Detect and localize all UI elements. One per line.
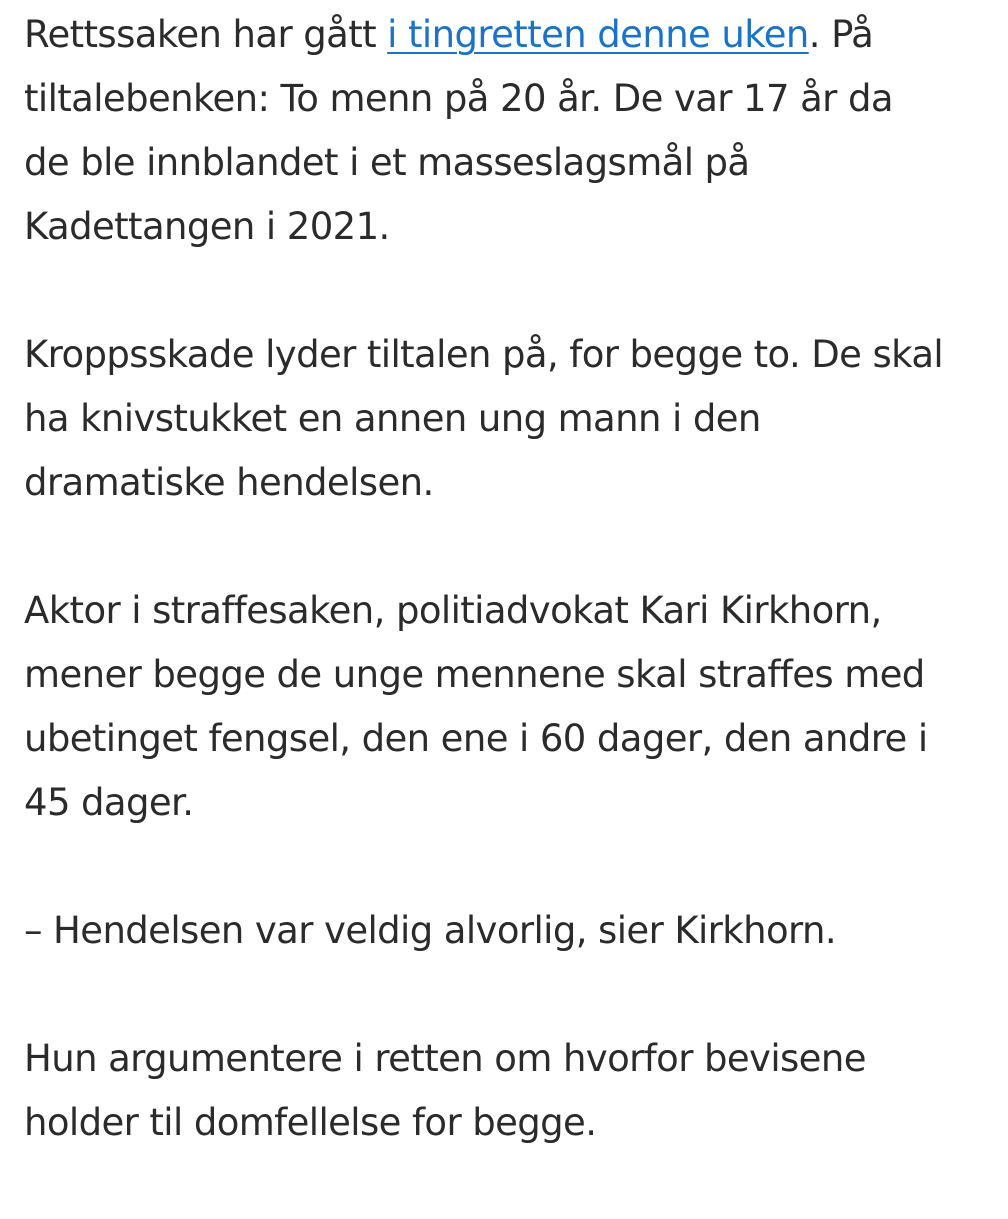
paragraph-1-line-1 [24, 3, 994, 67]
paragraph-2-line-2: ha knivstukket en annen ung mann i den [24, 397, 761, 440]
article-body [24, 0, 994, 1219]
paragraph-1-text-after-link: . På [808, 13, 874, 56]
paragraph-1-line-4: Kadettangen i 2021. [24, 205, 390, 248]
paragraph-3-line-2: mener begge de unge mennene skal straffes med [24, 653, 925, 696]
paragraph-2-line-3: dramatiske hendelsen. [24, 461, 434, 504]
paragraph-5-line-1: Hun argumentere i retten om hvorfor bevisene [24, 1037, 866, 1080]
paragraph-3-line-1: Aktor i straffesaken, politiadvokat Kari Kirkhorn, [24, 589, 882, 632]
paragraph-1-line-2: tiltalebenken: To menn på 20 år. De var 17 år da [24, 77, 893, 120]
paragraph-3-line-4: 45 dager. [24, 781, 194, 824]
paragraph-1-text-before-link: Rettssaken har gått [24, 13, 388, 56]
paragraph-4-line-1: – Hendelsen var veldig alvorlig, sier Kirkhorn. [24, 909, 836, 952]
paragraph-3-line-3: ubetinget fengsel, den ene i 60 dager, den andre i [24, 717, 928, 760]
paragraph-3 [24, 579, 994, 835]
paragraph-2-line-1: Kroppsskade lyder tiltalen på, for begge to. De skal [24, 333, 944, 376]
paragraph-5-line-2: holder til domfellelse for begge. [24, 1101, 597, 1144]
paragraph-4-quote [24, 899, 994, 963]
paragraph-5 [24, 1027, 994, 1155]
tingretten-link[interactable]: i tingretten denne uken [387, 13, 809, 56]
paragraph-2 [24, 323, 994, 515]
paragraph-1 [24, 0, 994, 259]
paragraph-1-line-3: de ble innblandet i et masseslagsmål på [24, 141, 750, 184]
